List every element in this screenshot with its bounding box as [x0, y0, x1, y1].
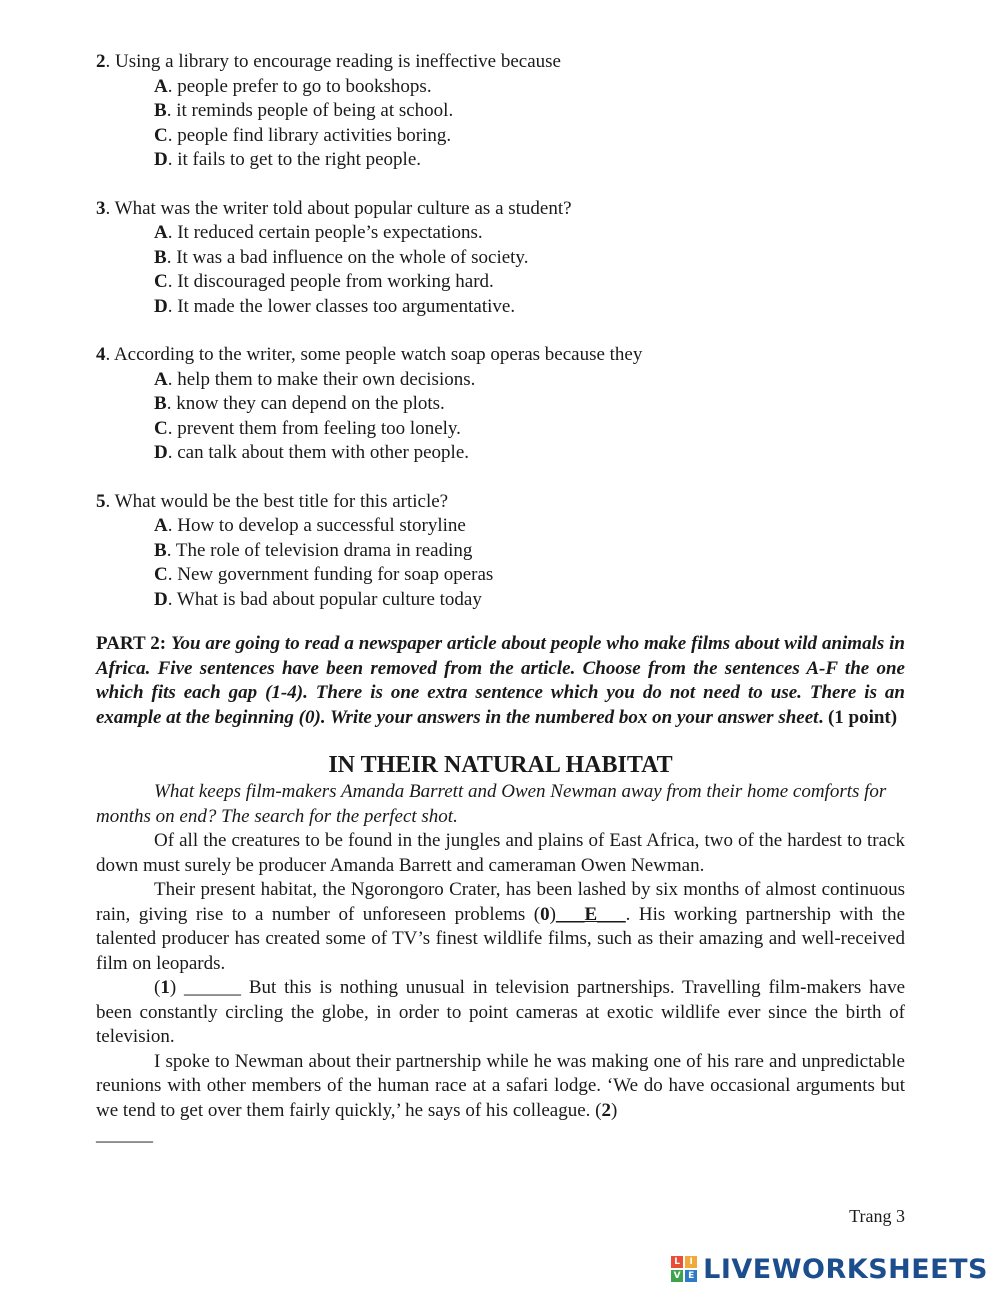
gap-1-number: 1 — [160, 977, 170, 998]
question-2-option-d[interactable] — [154, 148, 905, 173]
option-letter: C — [154, 417, 168, 439]
gap-2-blank[interactable]: ______ — [96, 1124, 153, 1145]
article-lead: What keeps film-makers Amanda Barrett and Owen Newman away from their home comforts for months on end? The search for the perfect shot. — [96, 781, 887, 827]
example-gap-close: ) — [549, 903, 556, 925]
question-spacer — [96, 173, 905, 197]
article-title: IN THEIR NATURAL HABITAT — [328, 752, 673, 778]
option-text: . people prefer to go to bookshops. — [167, 75, 432, 97]
option-letter: B — [154, 393, 167, 414]
option-letter: C — [154, 271, 168, 292]
question-4-option-b[interactable] — [154, 392, 905, 417]
question-number: 3 — [96, 197, 106, 219]
question-2-option-a[interactable] — [154, 75, 905, 100]
question-spacer — [96, 466, 905, 490]
gap-1-open: ( — [154, 977, 161, 998]
question-3-option-d[interactable] — [154, 295, 905, 320]
question-3-option-a[interactable] — [154, 221, 905, 246]
question-text: . What was the writer told about popular culture as a student? — [105, 197, 572, 219]
option-text: . it fails to get to the right people. — [167, 149, 422, 170]
logo-tile: E — [685, 1270, 697, 1282]
question-2-stem — [96, 50, 905, 75]
worksheet-page — [96, 50, 905, 1148]
option-text: . The role of television drama in reading — [166, 539, 473, 561]
question-2-option-c[interactable] — [154, 124, 905, 149]
question-5-stem — [96, 490, 905, 515]
logo-tile: I — [685, 1256, 697, 1268]
option-text: . It made the lower classes too argumentative. — [167, 295, 516, 317]
option-letter: B — [154, 100, 167, 121]
example-answer: ___E___ — [555, 903, 626, 925]
option-text: . It was a bad influence on the whole of society. — [166, 246, 529, 268]
option-letter: A — [154, 75, 168, 97]
question-4-option-d[interactable] — [154, 441, 905, 466]
option-letter: A — [154, 368, 168, 390]
option-text: . people find library activities boring. — [167, 124, 452, 146]
question-3-option-c[interactable] — [154, 270, 905, 295]
article-paragraph-3 — [96, 976, 905, 1050]
question-3-option-b[interactable] — [154, 246, 905, 271]
option-text: . it reminds people of being at school. — [166, 100, 454, 121]
option-letter: D — [154, 588, 168, 610]
question-list — [96, 50, 905, 612]
article-paragraph-1: Of all the creatures to be found in the jungles and plains of East Africa, two of the hardest to track down must surely be producer Amanda Barrett and cameraman Owen Newman. — [96, 830, 905, 876]
article-paragraph-2 — [96, 878, 905, 976]
option-text: . It discouraged people from working hard. — [167, 271, 494, 292]
logo-icon — [671, 1256, 697, 1282]
option-text: . New government funding for soap operas — [167, 564, 494, 585]
option-text: . can talk about them with other people. — [167, 442, 470, 463]
question-3-stem — [96, 197, 905, 222]
option-letter: D — [154, 442, 168, 463]
paragraph-3-text: But this is nothing unusual in television partnerships. Travelling film-makers have been constantly circling the globe, in order to point cameras at exotic wildlife ever since the birth of television. — [96, 977, 906, 1047]
logo-tile: L — [671, 1256, 683, 1268]
option-text: . prevent them from feeling too lonely. — [167, 417, 461, 439]
question-text: . According to the writer, some people watch soap operas because they — [105, 344, 643, 365]
page-number: Trang 3 — [849, 1206, 905, 1226]
question-number: 2 — [96, 51, 106, 72]
logo-text: LIVEWORKSHEETS — [703, 1253, 988, 1285]
paragraph-2-end: . His working partnership with the talented producer has created some of TV’s finest wildlife films, such as their amazing and well-received film on leopards. — [96, 903, 906, 974]
example-gap-number: 0 — [540, 903, 550, 925]
question-5-option-d[interactable] — [154, 588, 905, 613]
question-5-option-a[interactable] — [154, 514, 905, 539]
option-letter: A — [154, 515, 168, 536]
paragraph-4-text: I spoke to Newman about their partnership while he was making one of his rare and unpredictable reunions with other members of the human race at a safari lodge. ‘We do have occasional arguments but we tend to get over them fairly quickly,’ he says of his colleague. ( — [96, 1050, 905, 1121]
question-number: 5 — [96, 490, 106, 512]
part2-points: . (1 point) — [818, 706, 898, 728]
question-5-option-c[interactable] — [154, 563, 905, 588]
question-4-option-a[interactable] — [154, 368, 905, 393]
paragraph-2-start: Their present habitat, the Ngorongoro Crater, has been lashed by six months of almost continuous rain, giving rise to a number of unforeseen problems ( — [96, 879, 905, 925]
option-text: . What is bad about popular culture today — [167, 588, 482, 610]
option-letter: D — [154, 295, 168, 317]
logo-tile: V — [671, 1270, 683, 1282]
part2-instruction-text: You are going to read a newspaper article about people who make films about wild animals in Africa. Five sentences have been removed from the article. Choose from the sentences A-F the one which fits each gap (1-4). There is one extra sentence which you do not need to use. There is an example at the beginning (0). Write your answers in the numbered box on your answer sheet — [96, 633, 905, 728]
question-4-stem — [96, 343, 905, 368]
part2-instructions — [96, 632, 905, 730]
option-text: . How to develop a successful storyline — [167, 515, 466, 536]
article-paragraph-4 — [96, 1050, 905, 1124]
option-letter: B — [154, 539, 167, 561]
part2-label: PART 2: — [96, 633, 167, 654]
option-letter: B — [154, 246, 167, 268]
question-4-option-c[interactable] — [154, 417, 905, 442]
question-spacer — [96, 319, 905, 343]
gap-2-close: ) — [610, 1099, 618, 1121]
gap-1-blank[interactable]: ) ______ — [169, 977, 241, 998]
gap-2-number: 2 — [601, 1099, 611, 1121]
question-number: 4 — [96, 344, 106, 365]
question-5-option-b[interactable] — [154, 539, 905, 564]
option-text: . know they can depend on the plots. — [166, 393, 445, 414]
question-text: . Using a library to encourage reading is ineffective because — [105, 51, 561, 72]
question-text: . What would be the best title for this article? — [105, 490, 449, 512]
liveworksheets-logo — [671, 1253, 988, 1285]
question-2-option-b[interactable] — [154, 99, 905, 124]
option-text: . help them to make their own decisions. — [167, 368, 476, 390]
option-letter: C — [154, 124, 168, 146]
option-letter: A — [154, 222, 168, 243]
option-letter: D — [154, 149, 168, 170]
option-letter: C — [154, 564, 168, 585]
option-text: . It reduced certain people’s expectations. — [167, 222, 483, 243]
